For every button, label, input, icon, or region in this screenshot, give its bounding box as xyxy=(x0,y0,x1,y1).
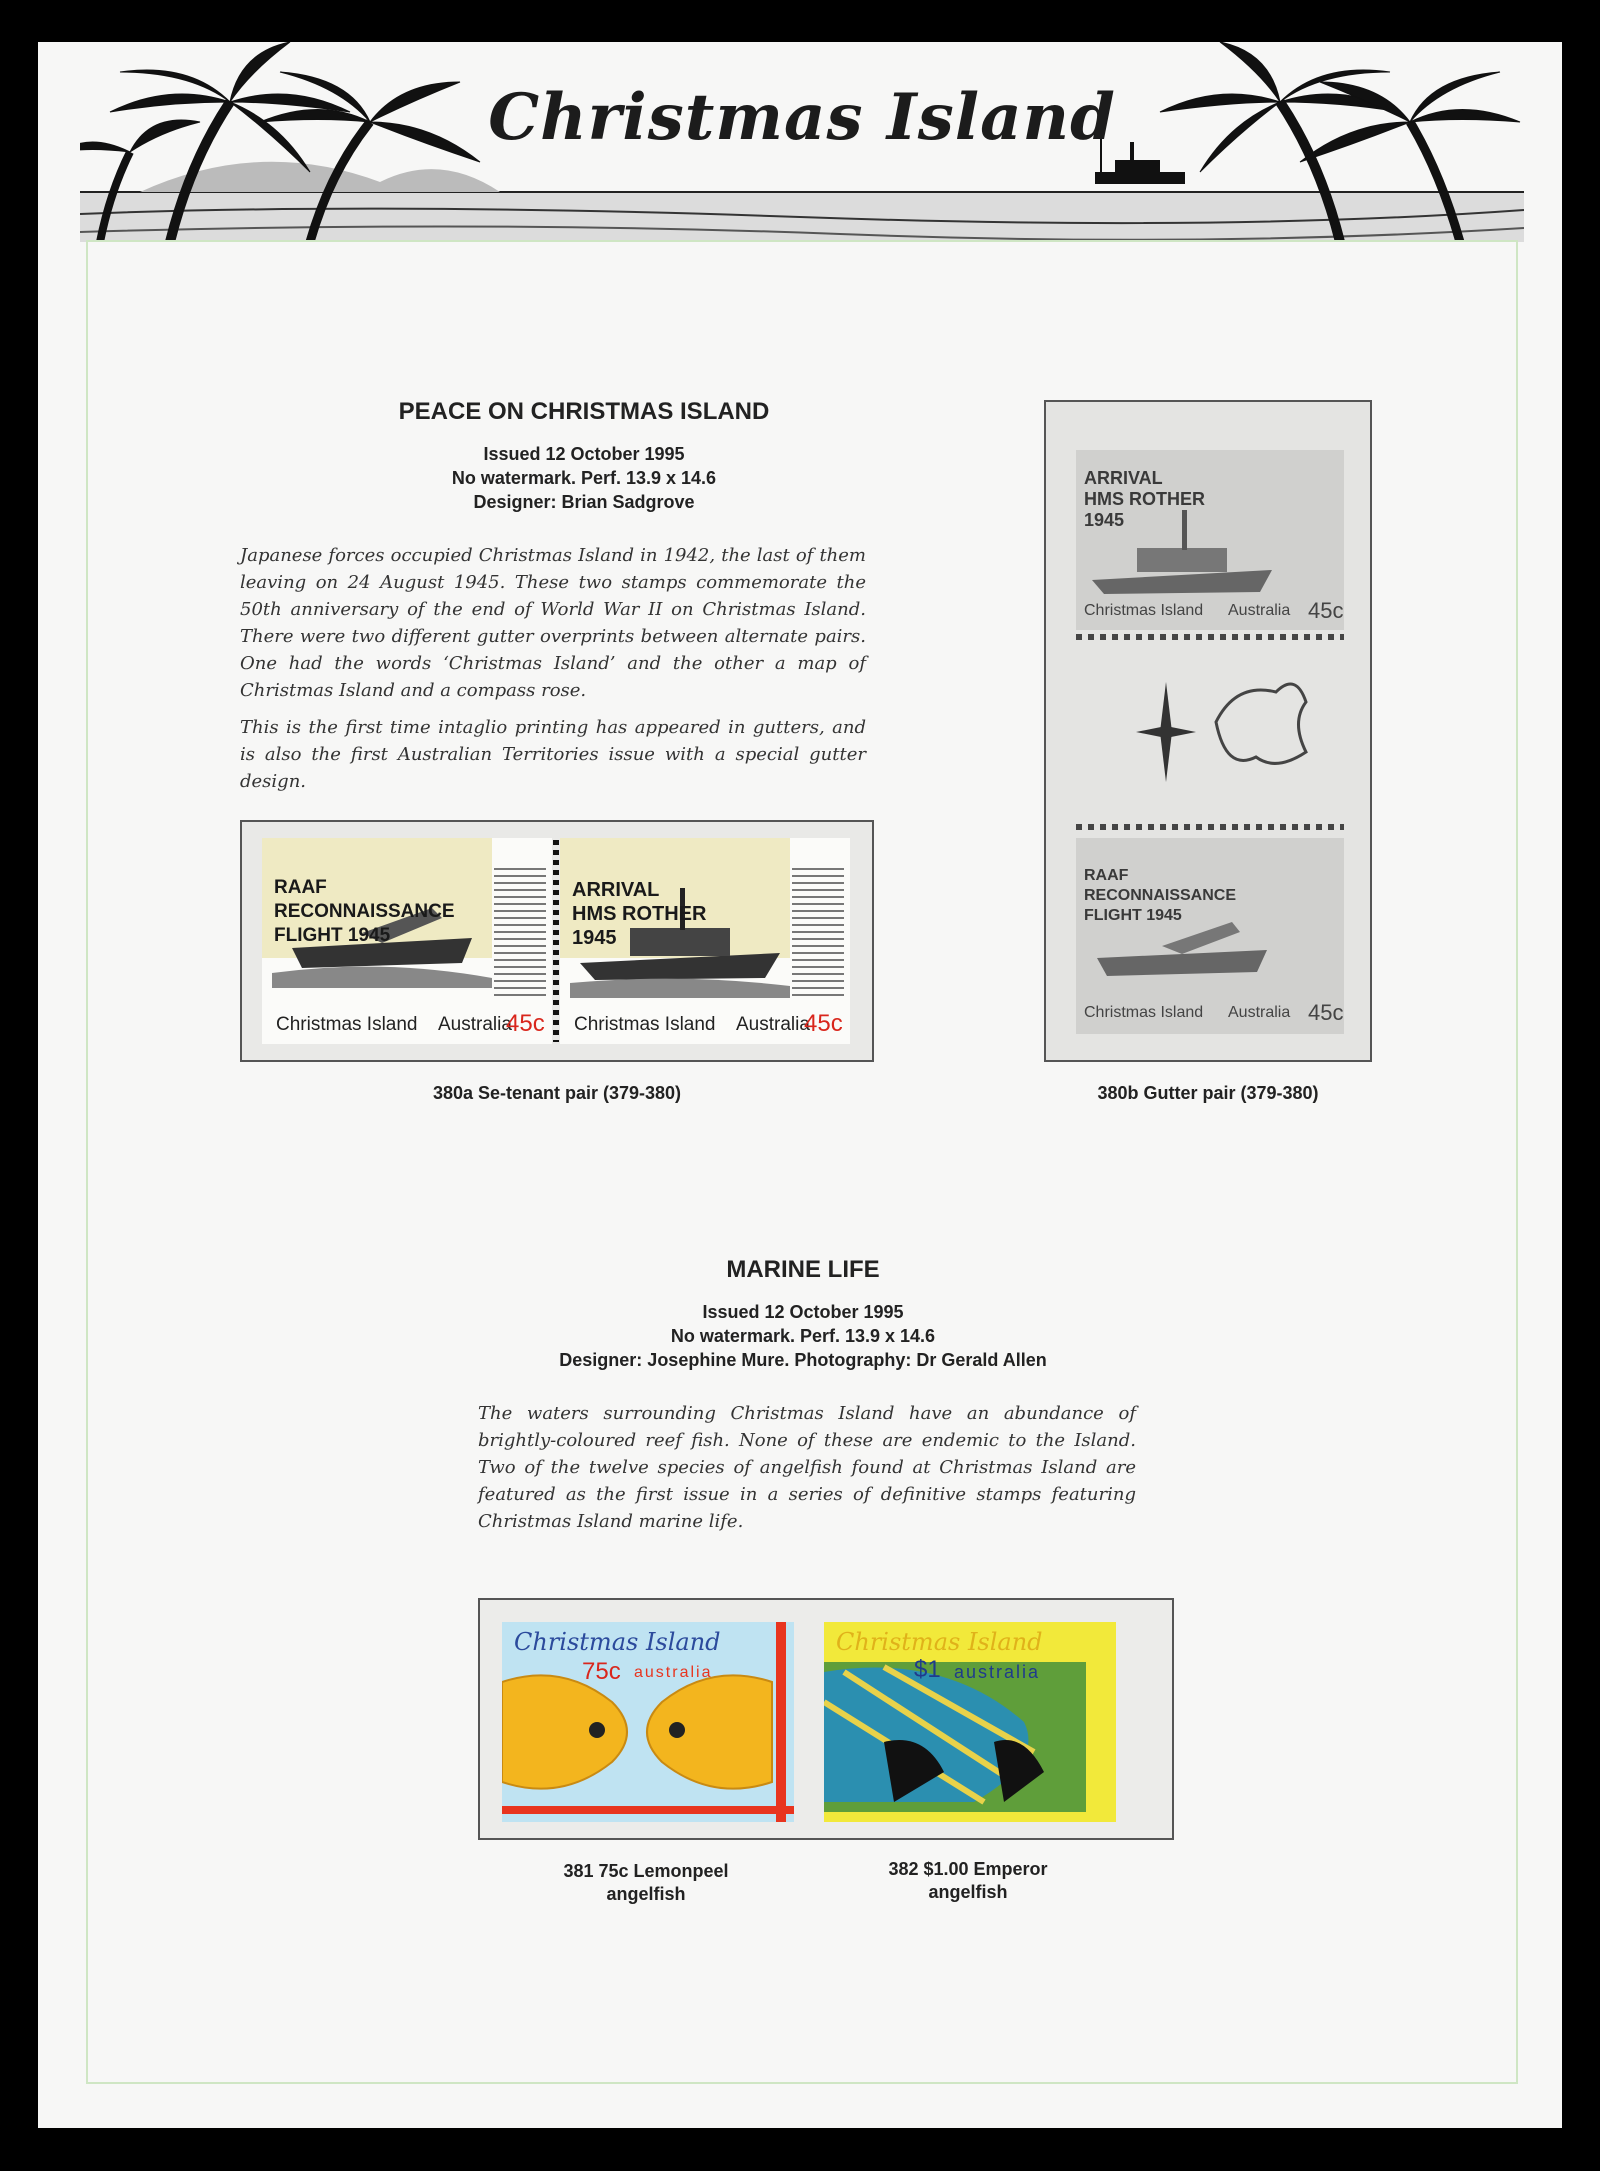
emperor-fish-pair xyxy=(824,1662,1086,1812)
gutter-raaf-label: RAAF RECONNAISSANCE FLIGHT 1945 xyxy=(1084,867,1237,924)
rother-stamp-country: Christmas Island xyxy=(574,1014,716,1035)
pair-perforation xyxy=(553,840,559,1042)
gutter-perforation-top xyxy=(1076,634,1344,640)
caption-381-lemonpeel: 381 75c Lemonpeel angelfish xyxy=(563,1861,729,1904)
lemonpeel-stamp-country: Christmas Island xyxy=(514,1628,721,1656)
gutter-rother-country: Christmas Island xyxy=(1084,602,1204,619)
peace-watermark: No watermark. Perf. 13.9 x 14.6 xyxy=(451,468,717,488)
peace-paragraph-2: This is the first time intaglio printing has appeared in gutters, and is also the first Australian Territories issue with a special gutter design. xyxy=(240,717,866,792)
rother-stamp-label: ARRIVAL HMS ROTHER 1945 xyxy=(572,879,707,949)
marine-section-title: MARINE LIFE xyxy=(726,1256,880,1283)
peace-paragraph-1: Japanese forces occupied Christmas Island in 1942, the last of them leaving on 24 August 1945. These two stamps commemorate the 50th anniversary of the end of World War II on Christmas Island. There were two different gutter overprints between alternate pairs. One had the words ‘Christmas Island’ and the other a map of Christmas Island and a compass rose. xyxy=(240,545,866,701)
gutter-stamp-raaf xyxy=(1076,838,1344,1034)
rother-stamp-nation: Australia xyxy=(736,1014,810,1035)
gutter-rother-label: ARRIVAL HMS ROTHER 1945 xyxy=(1084,468,1205,530)
stamp-hms-rother xyxy=(560,838,850,1044)
se-tenant-pair-mount xyxy=(240,820,874,1062)
peace-section-title: PEACE ON CHRISTMAS ISLAND xyxy=(398,398,770,425)
rother-stamp-value: 45c xyxy=(804,1010,843,1037)
caption-gutter-pair: 380b Gutter pair (379-380) xyxy=(1097,1083,1319,1103)
raaf-stamp-country: Christmas Island xyxy=(276,1014,418,1035)
lemonpeel-stamp-value: 75c xyxy=(582,1658,621,1685)
marine-stamps-mount xyxy=(478,1598,1174,1840)
caption-382-emperor: 382 $1.00 Emperor angelfish xyxy=(888,1859,1048,1902)
emperor-stamp-nation: australia xyxy=(954,1662,1041,1682)
peace-issued-date: Issued 12 October 1995 xyxy=(483,444,685,464)
album-page xyxy=(38,42,1562,2128)
marine-issued-date: Issued 12 October 1995 xyxy=(702,1302,904,1322)
gutter-raaf-nation: Australia xyxy=(1228,1004,1291,1021)
compass-rose-and-island-map xyxy=(1106,662,1326,812)
gutter-stamp-hms-rother xyxy=(1076,450,1344,630)
lemonpeel-fish-pair xyxy=(502,1662,782,1812)
stamp-lemonpeel-angelfish xyxy=(502,1622,794,1822)
emperor-stamp-country: Christmas Island xyxy=(836,1628,1043,1656)
emperor-stamp-value: $1 xyxy=(914,1656,941,1683)
caption-se-tenant-pair: 380a Se-tenant pair (379-380) xyxy=(432,1083,682,1103)
lemonpeel-stamp-nation: australia xyxy=(634,1664,713,1681)
marine-designer: Designer: Josephine Mure. Photography: Dr Gerald Allen xyxy=(559,1350,1047,1370)
marine-watermark: No watermark. Perf. 13.9 x 14.6 xyxy=(670,1326,936,1346)
gutter-raaf-value: 45c xyxy=(1308,1000,1344,1025)
raaf-stamp-value: 45c xyxy=(506,1010,545,1037)
raaf-stamp-nation: Australia xyxy=(438,1014,512,1035)
gutter-pair-mount xyxy=(1044,400,1372,1062)
page-title: Christmas Island xyxy=(488,80,1116,155)
gutter-rother-nation: Australia xyxy=(1228,602,1291,619)
raaf-stamp-label: RAAF RECONNAISSANCE FLIGHT 1945 xyxy=(274,877,455,946)
gutter-raaf-country: Christmas Island xyxy=(1084,1004,1204,1021)
stamp-emperor-angelfish xyxy=(824,1622,1116,1822)
peace-designer: Designer: Brian Sadgrove xyxy=(473,492,695,512)
marine-paragraph: The waters surrounding Christmas Island have an abundance of brightly-coloured reef fish. None of these are endemic to the Island. Two of the twelve species of angelfish found at Christmas Island are featured as the first issue in a series of definitive stamps featuring Christmas Island marine life. xyxy=(478,1403,1136,1532)
stamp-raaf-reconnaissance xyxy=(262,838,552,1044)
gutter-perforation-bottom xyxy=(1076,824,1344,830)
gutter-rother-value: 45c xyxy=(1308,598,1344,623)
page-header xyxy=(80,42,1524,242)
